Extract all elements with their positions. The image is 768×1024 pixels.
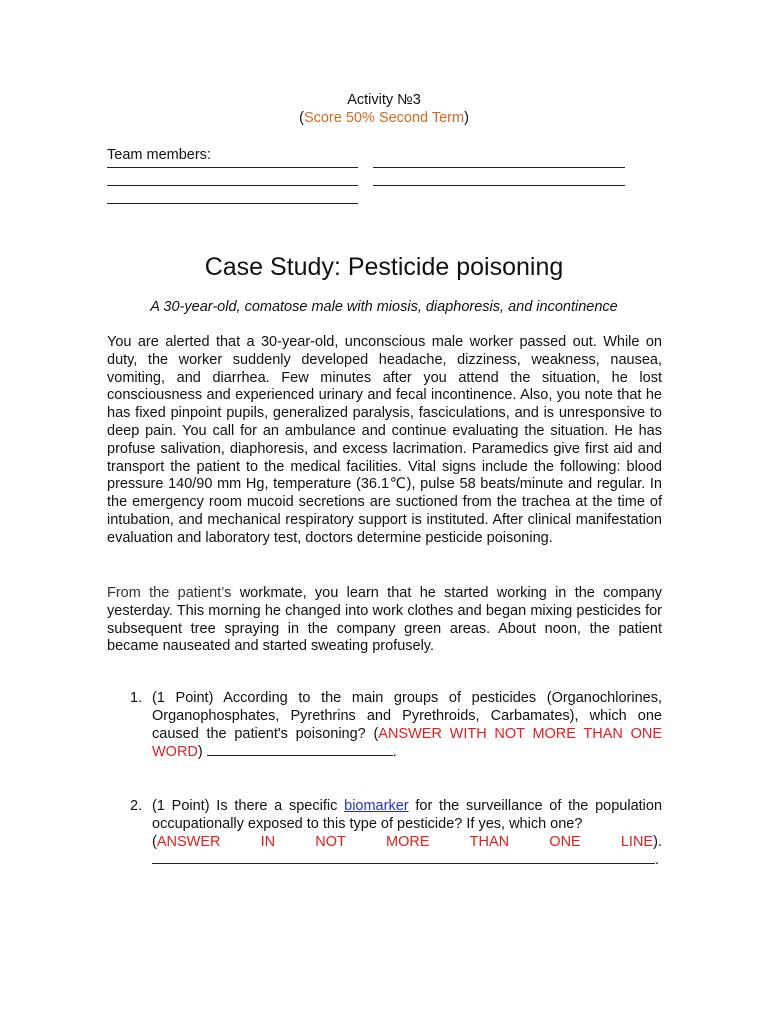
instruction-word: THAN <box>469 833 510 850</box>
question-text: (1 Point) According to the main groups of pesticides (Organochlorines, Organophosphates, Pyrethrins and Pyrethroids, Carbamates), which one caused the patient's poisoning? ( <box>152 690 662 742</box>
question-close: ) <box>197 744 207 761</box>
team-member-line <box>107 202 358 204</box>
instruction-word <box>621 834 662 852</box>
question-body <box>152 798 662 870</box>
question-number: 1. <box>130 690 143 706</box>
team-member-line <box>373 184 625 186</box>
answer-blank-line[interactable] <box>152 851 655 864</box>
case-paragraph-1: You are alerted that a 30-year-old, unconscious male worker passed out. While on duty, the worker suddenly developed headache, dizziness, weakness, nausea, vomiting, and diarrhea. Few minutes after you attend the situation, he lost consciousness and experienced urinary and fecal incontinence. Also, you note that he has fixed pinpoint pupils, generalized paralysis, fasciculations, and is unresponsive to deep pain. You call for an ambulance and continue evaluating the situation. He has profuse salivation, diaphoresis, and excess lacrimation. Paramedics give first aid and transport the patient to the medical facilities. Vital signs include the following: blood pressure 140/90 mm Hg, temperature (36.1℃), pulse 58 beats/minute and regular. In the emergency room mucoid secretions are suctioned from the trachea at the time of intubation, and mechanical respiratory support is instituted. After clinical manifestation evaluation and laboratory test, doctors determine pesticide poisoning. <box>107 334 662 546</box>
question-end: . <box>392 744 397 761</box>
paragraph-2-rest: workmate, you learn that he started working in the company yesterday. This morning he changed into work clothes and began mixing pesticides for subsequent tree spraying in the company green areas. About noon, the patient became nauseated and started sweating profusely. <box>107 585 663 655</box>
answer-instruction: ANSWER WITH NOT MORE THAN ONE WORD <box>152 725 662 761</box>
question-text-start: (1 Point) Is there a specific <box>152 798 345 814</box>
team-member-line <box>373 166 625 168</box>
team-members-label: Team members: <box>107 147 211 163</box>
team-member-line <box>107 166 358 168</box>
score-close-paren: ) <box>464 110 469 126</box>
case-subtitle: A 30-year-old, comatose male with miosis, diaphoresis, and incontinence <box>150 299 618 315</box>
activity-title: Activity №3 <box>347 92 421 108</box>
answer-line-row <box>152 851 662 870</box>
question-text <box>152 798 662 834</box>
instruction-word-text: LINE <box>620 833 654 850</box>
case-paragraph-2 <box>107 585 662 656</box>
instruction-word: NOT <box>315 833 346 850</box>
question-end: . <box>655 852 660 869</box>
answer-instruction-line <box>152 834 662 852</box>
score-text: Score 50% Second Term <box>303 110 465 126</box>
question-text-end: for the surveillance of the population occupationally exposed to this type of pesticide? If yes, which one? <box>152 798 663 832</box>
instruction-word-text: ANSWER <box>156 833 221 850</box>
close-paren: ). <box>653 833 662 850</box>
open-paren: ( <box>152 833 157 850</box>
instruction-word: ONE <box>549 833 581 850</box>
paragraph-2-lead: From the patient’s <box>107 585 232 601</box>
instruction-word: MORE <box>386 833 430 850</box>
question-number: 2. <box>130 798 143 814</box>
instruction-word <box>152 834 221 852</box>
team-member-line <box>107 184 358 186</box>
answer-blank-line[interactable] <box>207 743 393 756</box>
biomarker-link[interactable]: biomarker <box>344 798 409 814</box>
instruction-word: IN <box>260 833 276 850</box>
case-title: Case Study: Pesticide poisoning <box>204 253 564 281</box>
score-open-paren: ( <box>299 110 304 126</box>
question-body <box>152 690 662 762</box>
score-line <box>0 110 768 128</box>
